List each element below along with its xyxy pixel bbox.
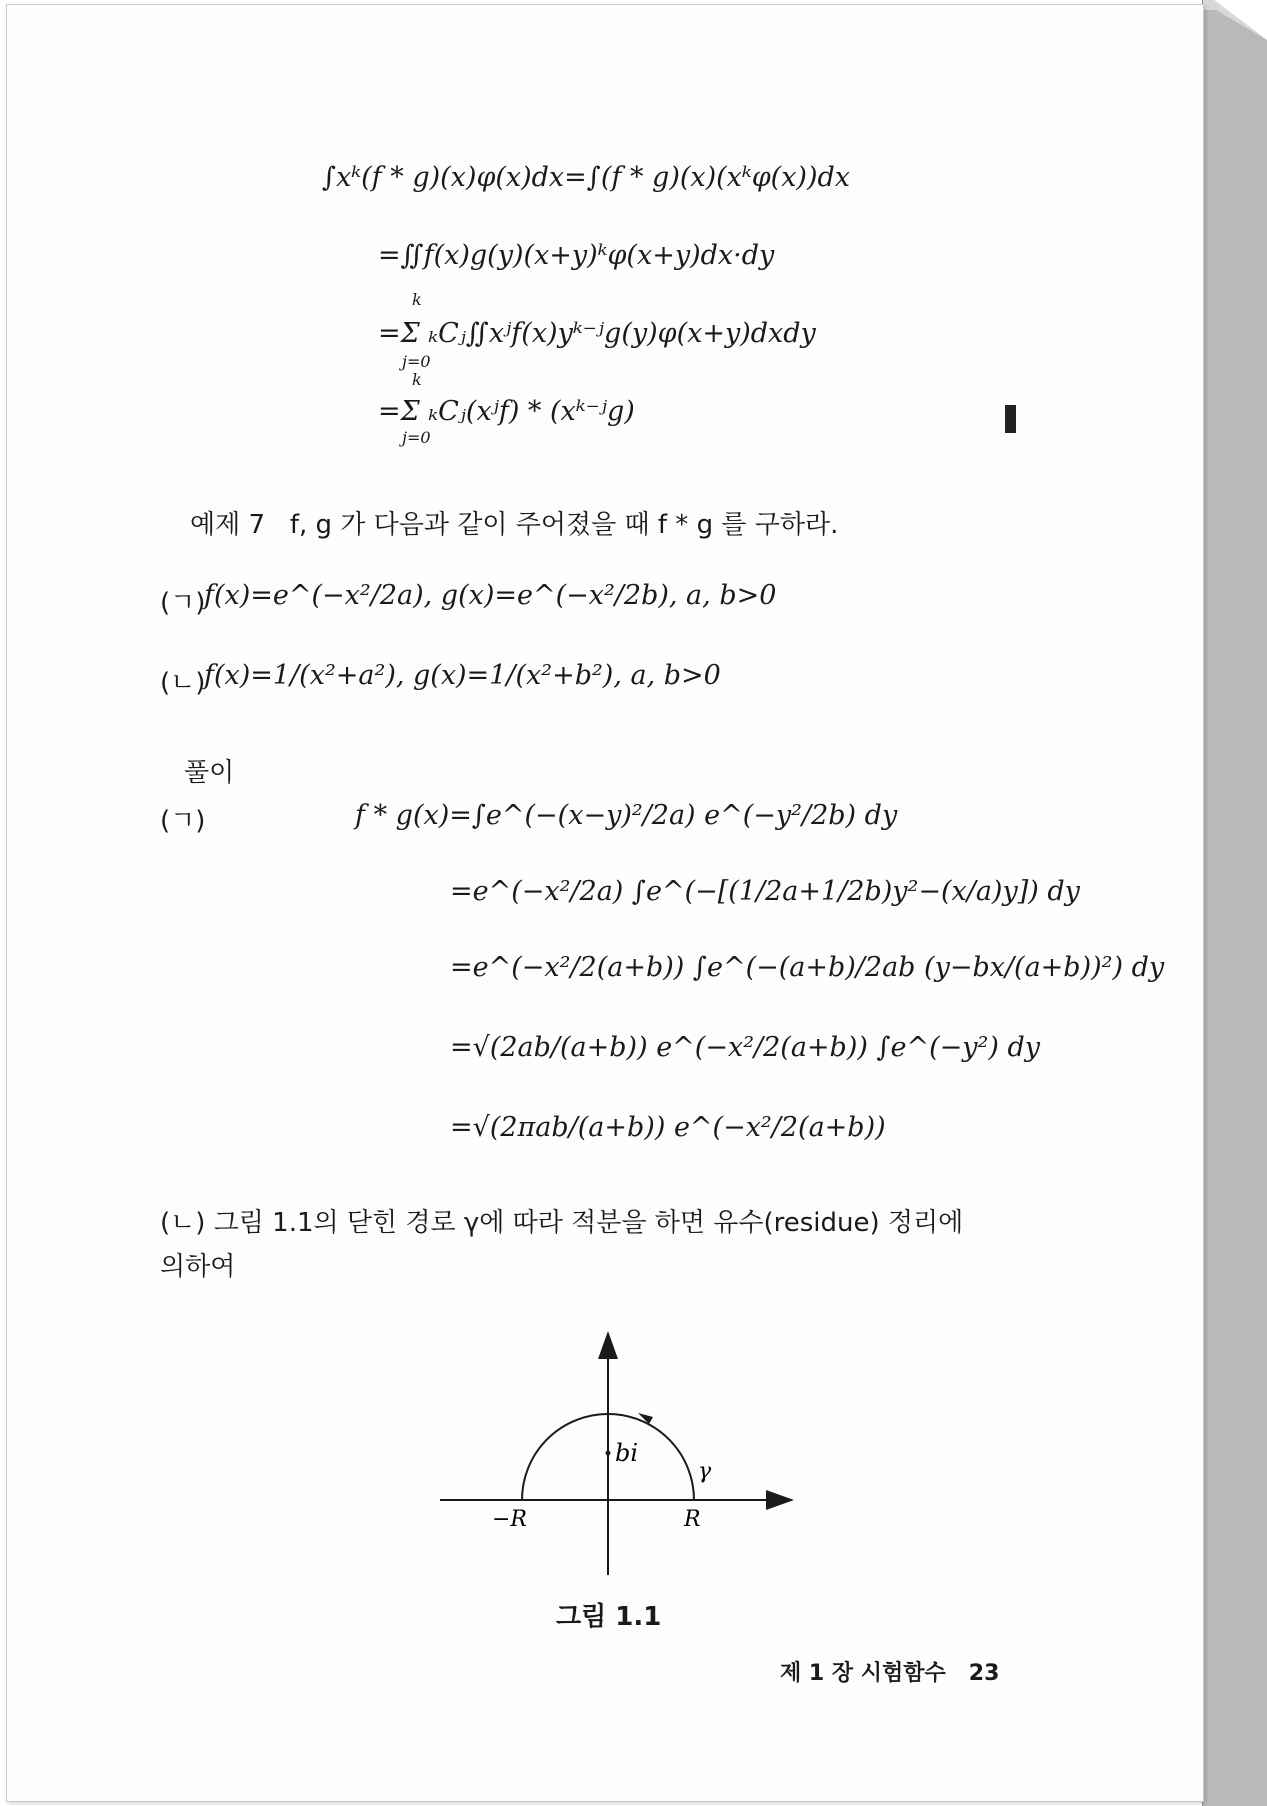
solution-step-1: f * g(x)=∫e^(−(x−y)²/2a) e^(−y²/2b) dy [355,800,898,831]
solution-step-4: =√(2ab/(a+b)) e^(−x²/2(a+b)) ∫e^(−y²) dy [450,1032,1041,1063]
equation-line-2: =∬f(x)g(y)(x+y)ᵏφ(x+y)dx·dy [378,240,775,271]
label-r: R [684,1507,701,1532]
solution-part-b-text-1: 그림 1.1의 닫힌 경로 γ에 따라 적분을 하면 유수(residue) 정리에 [213,1208,964,1238]
solution-step-3: =e^(−x²/2(a+b)) ∫e^(−(a+b)/2ab (y−bx/(a+b))²) dy [450,952,1165,983]
qed-mark [1005,405,1016,433]
solution-part-b-line-1 [160,1202,963,1239]
solution-part-b-line-2: 의하여 [160,1252,236,1282]
chapter-title: 제 1 장 시험함수 [780,1661,946,1686]
page-edge [1202,0,1267,1806]
example-part-a-marker: (ㄱ) [160,588,206,618]
example-heading [190,504,838,541]
equation-line-1: ∫xᵏ(f * g)(x)φ(x)dx=∫(f * g)(x)(xᵏφ(x))dx [322,162,851,193]
sum-upper-limit-2: k [412,370,422,389]
label-neg-r: −R [492,1507,527,1532]
equation-line-3: =Σ ₖCⱼ∬xʲf(x)yᵏ⁻ʲg(y)φ(x+y)dxdy [378,318,816,349]
solution-step-5: =√(2πab/(a+b)) e^(−x²/2(a+b)) [450,1112,886,1143]
example-part-b: f(x)=1/(x²+a²), g(x)=1/(x²+b²), a, b>0 [204,660,721,691]
page-number: 23 [968,1661,1000,1686]
example-label: 예제 7 [190,510,266,540]
label-bi: bi [615,1439,639,1467]
example-part-b-marker: (ㄴ) [160,668,206,698]
example-part-a: f(x)=e^(−x²/2a), g(x)=e^(−x²/2b), a, b>0 [204,580,777,611]
running-footer [780,1656,999,1687]
solution-step-2: =e^(−x²/2a) ∫e^(−[(1/2a+1/2b)y²−(x/a)y]) dy [450,876,1080,907]
solution-label: 풀이 [184,758,235,788]
sum-upper-limit: k [412,290,422,309]
figure-caption: 그림 1.1 [556,1602,662,1632]
solution-part-b-marker: (ㄴ) [160,1208,206,1238]
label-gamma: γ [698,1459,712,1484]
contour-figure [430,1325,810,1585]
example-statement: f, g 가 다음과 같이 주어졌을 때 f * g 를 구하라. [289,510,839,540]
pole-point [606,1451,611,1456]
sum-lower-limit-2: j=0 [402,428,431,447]
solution-part-a-marker: (ㄱ) [160,806,206,836]
equation-line-4: =Σ ₖCⱼ(xʲf) * (xᵏ⁻ʲg) [378,396,635,427]
sum-lower-limit: j=0 [402,352,431,371]
